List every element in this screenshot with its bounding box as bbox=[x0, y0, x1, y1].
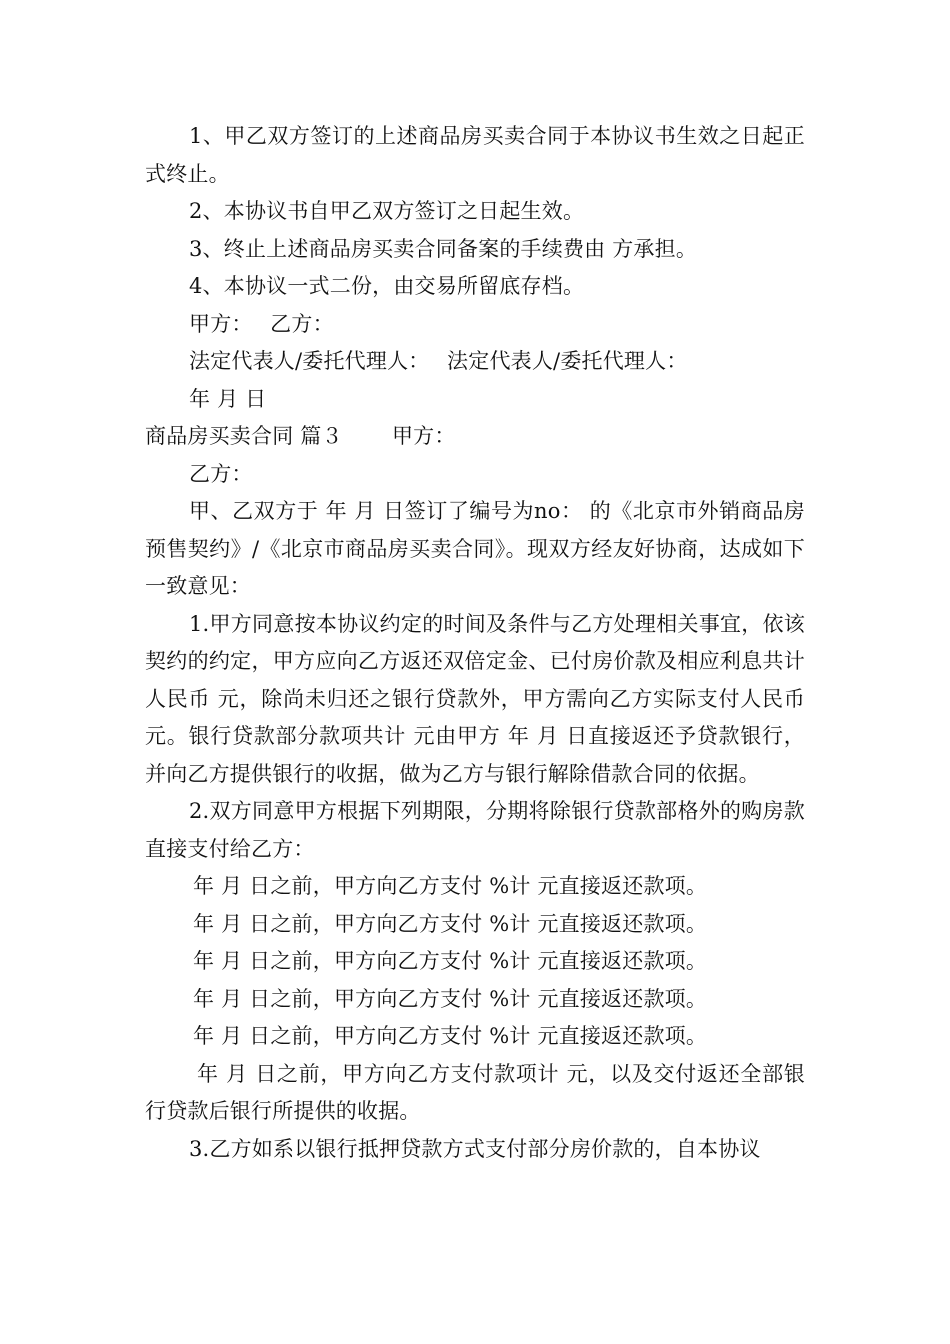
paragraph-1: 1、甲乙双方签订的上述商品房买卖合同于本协议书生效之日起正式终止。 bbox=[145, 124, 805, 186]
payment-schedule-line-3: 年 月 日之前，甲方向乙方支付 %计 元直接返还款项。 bbox=[193, 949, 708, 973]
payment-schedule-line-4: 年 月 日之前，甲方向乙方支付 %计 元直接返还款项。 bbox=[193, 986, 708, 1011]
payment-schedule-final: 年 月 日之前，甲方向乙方支付款项计 元，以及交付返还全部银行贷款后银行所提供的收据。 bbox=[145, 1061, 805, 1123]
party-b-label: 乙方： bbox=[189, 461, 253, 486]
paragraph-3: 3、终止上述商品房买卖合同备案的手续费由 方承担。 bbox=[189, 236, 698, 261]
document-body bbox=[145, 118, 805, 1168]
signature-date: 年 月 日 bbox=[189, 386, 267, 411]
section-heading: 商品房买卖合同 篇３ 甲方： bbox=[145, 424, 456, 448]
paragraph-4: 4、本协议一式二份，由交易所留底存档。 bbox=[189, 274, 585, 298]
clause-2: 2.双方同意甲方根据下列期限，分期将除银行贷款部格外的购房款直接支付给乙方： bbox=[145, 799, 805, 861]
payment-schedule-line-2: 年 月 日之前，甲方向乙方支付 %计 元直接返还款项。 bbox=[193, 911, 708, 936]
clause-1: 1.甲方同意按本协议约定的时间及条件与乙方处理相关事宜，依该契约的约定，甲方应向乙方返还双倍定金、已付房价款及相应利息共计人民币 元，除尚未归还之银行贷款外，甲方需向乙方实际支付人民币 元。银行贷款部分款项共计 元由甲方 年 月 日直接返还予贷款银行，并向乙方提供银行的收据，做为乙方与银行解除借款合同的依据。 bbox=[145, 611, 805, 786]
payment-schedule-line-5: 年 月 日之前，甲方向乙方支付 %计 元直接返还款项。 bbox=[193, 1024, 708, 1048]
paragraph-2: 2、本协议书自甲乙双方签订之日起生效。 bbox=[189, 199, 585, 223]
signature-parties: 甲方： 乙方： bbox=[189, 311, 334, 336]
payment-schedule-line-1: 年 月 日之前，甲方向乙方支付 %计 元直接返还款项。 bbox=[193, 874, 708, 898]
preamble-paragraph: 甲、乙双方于 年 月 日签订了编号为no： 的《北京市外销商品房预售契约》/《北京市商品房买卖合同》。现双方经友好协商，达成如下一致意见： bbox=[145, 499, 805, 598]
signature-representatives: 法定代表人/委托代理人： 法定代表人/委托代理人： bbox=[189, 349, 688, 373]
clause-3: 3.乙方如系以银行抵押贷款方式支付部分房价款的，自本协议 bbox=[189, 1136, 761, 1161]
